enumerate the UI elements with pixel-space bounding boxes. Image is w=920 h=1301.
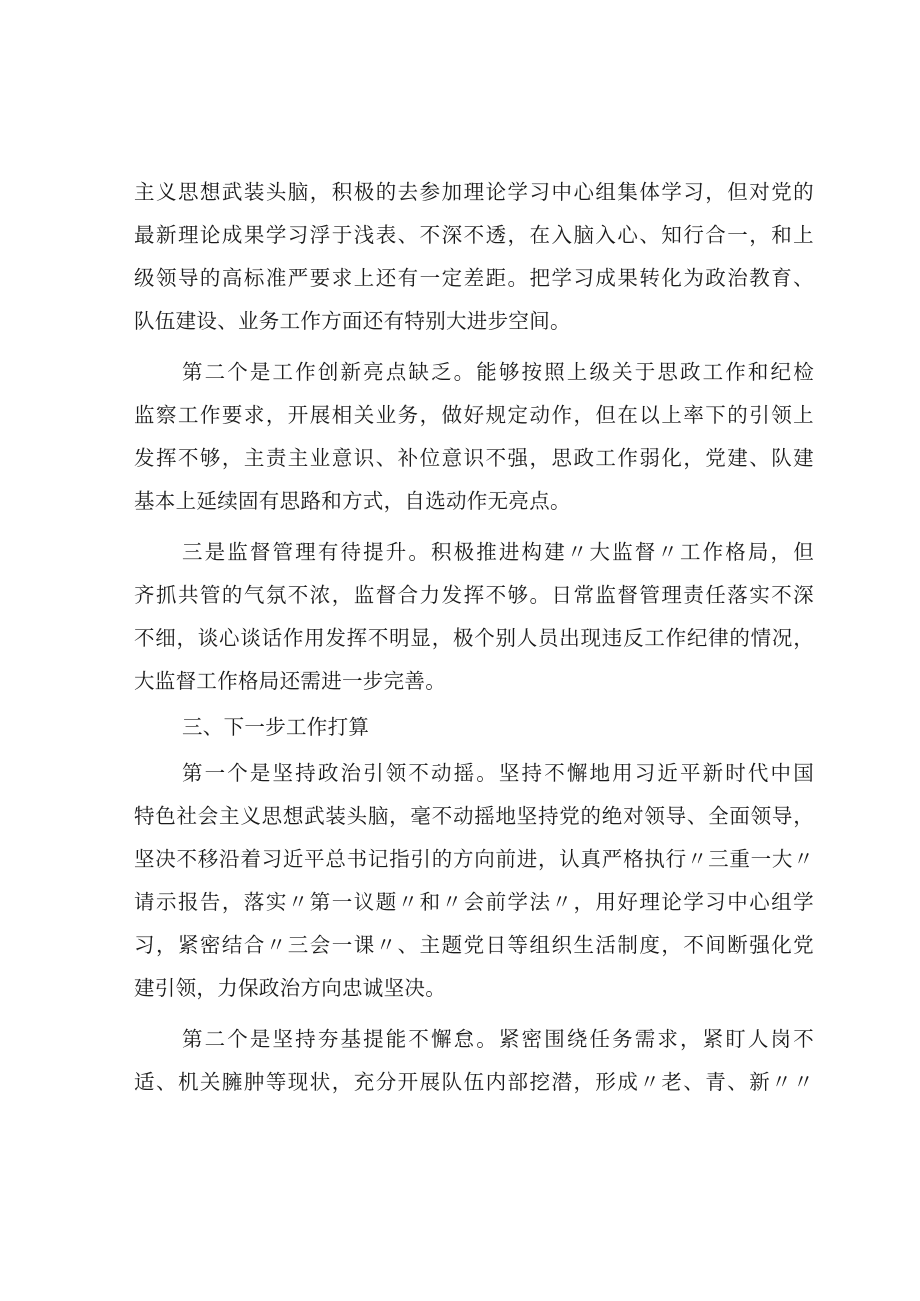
text-line: 主义思想武装头脑，积极的去参加理论学习中心组集体学习，但对党的 <box>134 180 814 204</box>
section-heading: 三、下一步工作打算 <box>182 715 370 739</box>
text-line: 建引领，力保政治方向忠诚坚决。 <box>134 976 446 1000</box>
text-line: 坚决不移沿着习近平总书记指引的方向前进，认真严格执行〃三重一大〃 <box>134 847 814 871</box>
paragraph-first-line: 第二个是坚持夯基提能不懈怠。紧密围绕任务需求，紧盯人岗不 <box>182 1027 814 1051</box>
text-line: 齐抓共管的气氛不浓，监督合力发挥不够。日常监督管理责任落实不深 <box>134 583 814 607</box>
text-line: 习，紧密结合〃三会一课〃、主题党日等组织生活制度，不间断强化党 <box>134 933 814 957</box>
text-line: 基本上延续固有思路和方式，自选动作无亮点。 <box>134 489 571 513</box>
text-line: 最新理论成果学习浮于浅表、不深不透，在入脑入心、知行合一，和上 <box>134 223 814 247</box>
text-line: 发挥不够，主责主业意识、补位意识不强，思政工作弱化，党建、队建 <box>134 446 814 470</box>
text-line: 适、机关臃肿等现状，充分开展队伍内部挖潜，形成〃老、青、新〃〃 <box>134 1070 814 1094</box>
text-line: 队伍建设、业务工作方面还有特别大进步空间。 <box>134 309 571 333</box>
text-line: 不细，谈心谈话作用发挥不明显，极个别人员出现违反工作纪律的情况， <box>134 626 814 650</box>
text-line: 级领导的高标准严要求上还有一定差距。把学习成果转化为政治教育、 <box>134 266 814 290</box>
paragraph-first-line: 第一个是坚持政治引领不动摇。坚持不懈地用习近平新时代中国 <box>182 761 814 785</box>
text-line: 大监督工作格局还需进一步完善。 <box>134 669 446 693</box>
text-line: 请示报告，落实〃第一议题〃和〃会前学法〃，用好理论学习中心组学 <box>134 890 814 914</box>
paragraph-first-line: 三是监督管理有待提升。积极推进构建〃大监督〃工作格局，但 <box>182 540 814 564</box>
text-line: 特色社会主义思想武装头脑，毫不动摇地坚持党的绝对领导、全面领导， <box>134 804 814 828</box>
paragraph-first-line: 第二个是工作创新亮点缺乏。能够按照上级关于思政工作和纪检 <box>182 360 814 384</box>
text-line: 监察工作要求，开展相关业务，做好规定动作，但在以上率下的引领上 <box>134 403 814 427</box>
